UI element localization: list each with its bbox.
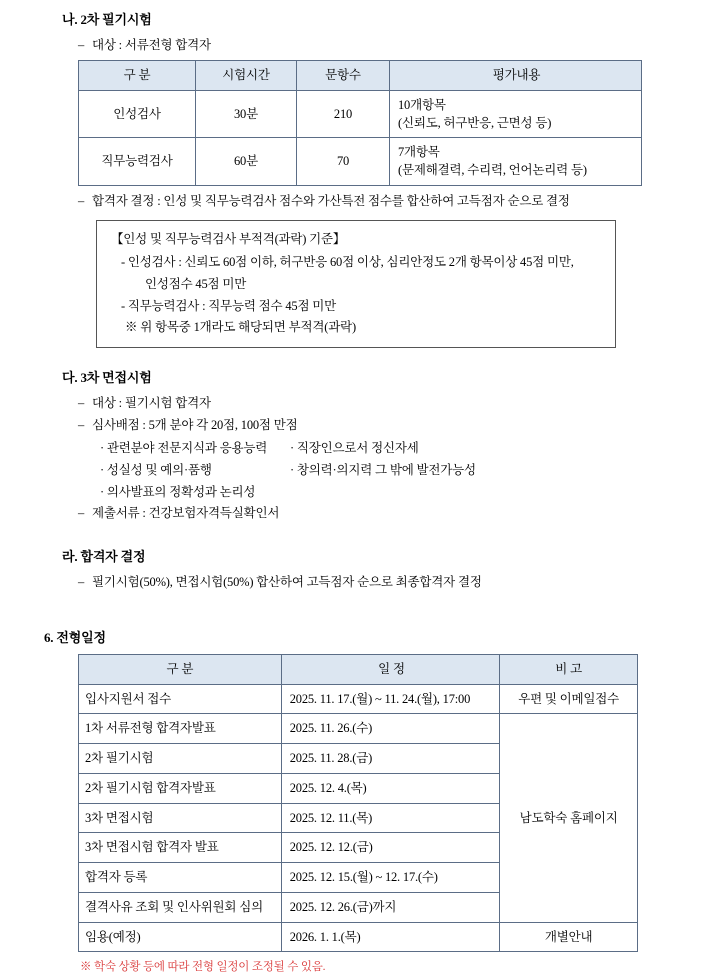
cell-desc-aptitude — [390, 138, 642, 185]
section-title-interview: 다. 3차 면접시험 — [62, 370, 152, 385]
header-schedule-date: 일 정 — [281, 654, 500, 684]
criteria-left-3: · 의사발표의 정확성과 논리성 — [100, 484, 256, 499]
criteria-right-2: · 창의력·의지력 그 밖에 발전가능성 — [290, 462, 476, 477]
cell-desc-personality-line2: (신뢰도, 허구반응, 근면성 등) — [398, 116, 552, 131]
note-item-personality-cont: 인성점수 45점 미만 — [145, 276, 247, 291]
cell-desc-aptitude-line1: 7개항목 — [398, 145, 440, 160]
header-schedule-division: 구 분 — [79, 654, 282, 684]
cell-division-3: 2차 필기시험 합격자발표 — [79, 773, 282, 803]
cell-schedule-8: 2026. 1. 1.(목) — [281, 922, 500, 952]
note-title: 【인성 및 직무능력검사 부적격(과락) 기준】 — [111, 232, 346, 247]
cell-count-personality: 210 — [297, 91, 390, 138]
final-decision-text: 필기시험(50%), 면접시험(50%) 합산하여 고득점자 순으로 최종합격자 결정 — [92, 574, 482, 589]
criteria-right-1: · 직장인으로서 정신자세 — [290, 441, 419, 455]
cell-schedule-6: 2025. 12. 15.(월) ~ 12. 17.(수) — [281, 863, 500, 893]
interview-criteria-row — [100, 439, 670, 458]
interview-criteria-row — [100, 461, 670, 480]
cell-desc-personality-line1: 10개항목 — [398, 98, 446, 112]
note-item-personality: - 인성검사 : 신뢰도 60점 이하, 허구반응 60점 이상, 심리안정도 2개 항목이상 45점 미만, — [121, 255, 574, 269]
note-asterisk: ※ 위 항목중 1개라도 해당되면 부적격(과락) — [125, 320, 356, 335]
dash-marker: – — [78, 506, 85, 521]
table-row — [79, 684, 638, 714]
cell-schedule-2: 2025. 11. 28.(금) — [281, 744, 500, 774]
cell-time-aptitude: 60분 — [196, 138, 297, 185]
cell-note-8: 개별안내 — [500, 922, 638, 952]
interview-score — [78, 416, 670, 435]
spacer — [44, 595, 670, 615]
cell-schedule-7: 2025. 12. 26.(금)까지 — [281, 892, 500, 922]
cell-division-7: 결격사유 조회 및 인사위원회 심의 — [79, 892, 282, 922]
header-division: 구 분 — [79, 61, 196, 91]
cell-desc-aptitude-line2: (문제해결력, 수리력, 언어논리력 등) — [398, 163, 587, 178]
cell-division-0: 입사지원서 접수 — [79, 684, 282, 714]
cell-division-4: 3차 면접시험 — [79, 803, 282, 833]
header-exam-time: 시험시간 — [196, 61, 297, 91]
criteria-left-2: · 성실성 및 예의·품행 — [100, 462, 212, 477]
dash-marker: – — [78, 574, 85, 589]
cell-schedule-3: 2025. 12. 4.(목) — [281, 773, 500, 803]
interview-documents — [78, 504, 670, 523]
spacer — [44, 348, 670, 368]
cell-division-aptitude: 직무능력검사 — [79, 138, 196, 185]
cell-note-merged: 남도학숙 홈페이지 — [500, 714, 638, 922]
written-exam-table — [78, 60, 642, 185]
cell-schedule-1: 2025. 11. 26.(수) — [281, 714, 500, 744]
table-header-row — [79, 61, 642, 91]
cell-desc-personality — [390, 91, 642, 138]
cell-time-personality: 30분 — [196, 91, 297, 138]
cell-schedule-0: 2025. 11. 17.(월) ~ 11. 24.(월), 17:00 — [281, 684, 500, 714]
interview-target — [78, 394, 670, 413]
cell-division-personality: 인성검사 — [79, 91, 196, 138]
cell-division-8: 임용(예정) — [79, 922, 282, 952]
cell-schedule-5: 2025. 12. 12.(금) — [281, 833, 500, 863]
section-title-final-decision: 라. 합격자 결정 — [62, 549, 146, 564]
written-exam-target — [78, 36, 670, 55]
table-row — [79, 714, 638, 744]
dash-marker: – — [78, 193, 85, 208]
written-exam-decision-text: 합격자 결정 : 인성 및 직무능력검사 점수와 가산특전 점수를 합산하여 고득점자 순으로 결정 — [92, 193, 570, 208]
section-title-schedule: 6. 전형일정 — [44, 630, 106, 646]
section-title-written-exam: 나. 2차 필기시험 — [62, 12, 152, 27]
dash-marker: – — [78, 395, 85, 410]
interview-score-text: 심사배점 : 5개 분야 각 20점, 100점 만점 — [92, 418, 298, 433]
header-question-count: 문항수 — [297, 61, 390, 91]
criteria-right-3 — [290, 483, 550, 502]
spacer — [44, 615, 670, 628]
table-header-row — [79, 654, 638, 684]
cell-schedule-4: 2025. 12. 11.(목) — [281, 803, 500, 833]
table-row — [79, 138, 642, 185]
cell-note-0: 우편 및 이메일접수 — [500, 684, 638, 714]
cell-division-2: 2차 필기시험 — [79, 744, 282, 774]
note-item-aptitude: - 직무능력검사 : 직무능력 점수 45점 미만 — [121, 298, 337, 313]
cell-division-6: 합격자 등록 — [79, 863, 282, 893]
disqualification-note-box — [96, 220, 616, 348]
written-exam-decision — [78, 192, 670, 211]
cell-division-5: 3차 면접시험 합격자 발표 — [79, 833, 282, 863]
schedule-footnote: ※ 학숙 상황 등에 따라 전형 일정이 조정될 수 있음. — [80, 961, 326, 974]
written-exam-target-text: 대상 : 서류전형 합격자 — [92, 37, 211, 52]
interview-target-text: 대상 : 필기시험 합격자 — [92, 395, 211, 410]
schedule-table — [78, 654, 638, 953]
spacer — [44, 527, 670, 547]
cell-division-1: 1차 서류전형 합격자발표 — [79, 714, 282, 744]
header-schedule-note: 비 고 — [500, 654, 638, 684]
interview-criteria-row — [100, 483, 670, 502]
header-evaluation-content: 평가내용 — [390, 61, 642, 91]
table-row — [79, 922, 638, 952]
dash-marker: – — [78, 418, 85, 433]
final-decision-line — [78, 573, 670, 592]
criteria-left-1: · 관련분야 전문지식과 응용능력 — [100, 441, 268, 455]
dash-marker: – — [78, 37, 85, 52]
interview-documents-text: 제출서류 : 건강보험자격득실확인서 — [92, 506, 280, 521]
cell-count-aptitude: 70 — [297, 138, 390, 185]
table-row — [79, 91, 642, 138]
